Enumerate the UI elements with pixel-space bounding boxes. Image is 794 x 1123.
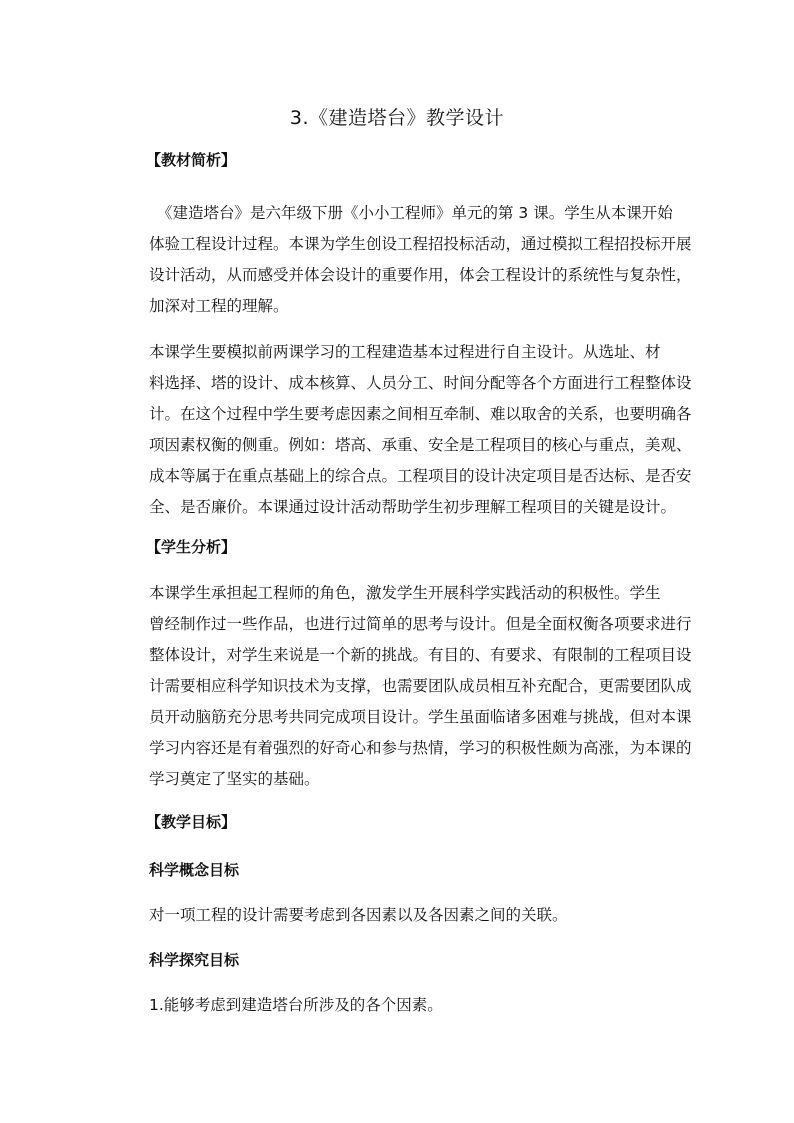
paragraph-line: 本课学生要模拟前两课学习的工程建造基本过程进行自主设计。从选址、材	[149, 343, 661, 361]
heading-textbook-analysis: 【教材简析】	[146, 151, 237, 169]
paragraph-line: 学习奠定了坚实的基础。	[149, 770, 320, 788]
heading-teaching-goals: 【教学目标】	[146, 813, 237, 831]
heading-student-analysis: 【学生分析】	[146, 538, 237, 556]
paragraph-line: 整体设计，对学生来说是一个新的挑战。有目的、有要求、有限制的工程项目设	[149, 646, 692, 664]
paragraph-line: 计需要相应科学知识技术为支撑，也需要团队成员相互补充配合，更需要团队成	[149, 677, 692, 695]
paragraph-line: 曾经制作过一些作品，也进行过简单的思考与设计。但是全面权衡各项要求进行	[149, 615, 692, 633]
paragraph-textbook-analysis-2	[149, 337, 692, 523]
paragraph-line: 加深对工程的理解。	[149, 297, 289, 315]
paragraph-line: 本课学生承担起工程师的角色，激发学生开展科学实践活动的积极性。学生	[149, 584, 661, 602]
heading-inquiry-goal: 科学探究目标	[149, 951, 240, 969]
paragraph-concept-goal	[149, 900, 654, 931]
paragraph-line: 项因素权衡的侧重。例如：塔高、承重、安全是工程项目的核心与重点，美观、	[149, 436, 692, 454]
paragraph-line: 《建造塔台》是六年级下册《小小工程师》单元的第 3 课。学生从本课开始	[157, 204, 673, 222]
paragraph-line: 全、是否廉价。本课通过设计活动帮助学生初步理解工程项目的关键是设计。	[149, 498, 677, 516]
paragraph-line: 料选择、塔的设计、成本核算、人员分工、时间分配等各个方面进行工程整体设	[149, 374, 692, 392]
paragraph-line: 体验工程设计过程。本课为学生创设工程招投标活动，通过模拟工程招投标开展	[149, 235, 692, 253]
paragraph-line: 对一项工程的设计需要考虑到各因素以及各因素之间的关联。	[149, 906, 568, 924]
paragraph-student-analysis	[149, 578, 692, 795]
list-item-inquiry-goal-1	[149, 990, 654, 1021]
document-title: 3.《建造塔台》教学设计	[289, 107, 505, 129]
paragraph-line: 计。在这个过程中学生要考虑因素之间相互牵制、难以取舍的关系，也要明确各	[149, 405, 692, 423]
paragraph-textbook-analysis-1	[149, 198, 692, 322]
paragraph-line: 学习内容还是有着强烈的好奇心和参与热情，学习的积极性颇为高涨，为本课的	[149, 739, 692, 757]
paragraph-line: 员开动脑筋充分思考共同完成项目设计。学生虽面临诸多困难与挑战，但对本课	[149, 708, 692, 726]
heading-concept-goal: 科学概念目标	[149, 861, 240, 879]
paragraph-line: 设计活动，从而感受并体会设计的重要作用，体会工程设计的系统性与复杂性，	[149, 266, 692, 284]
paragraph-line: 成本等属于在重点基础上的综合点。工程项目的设计决定项目是否达标、是否安	[149, 467, 692, 485]
paragraph-line: 1.能够考虑到建造塔台所涉及的各个因素。	[149, 996, 443, 1014]
